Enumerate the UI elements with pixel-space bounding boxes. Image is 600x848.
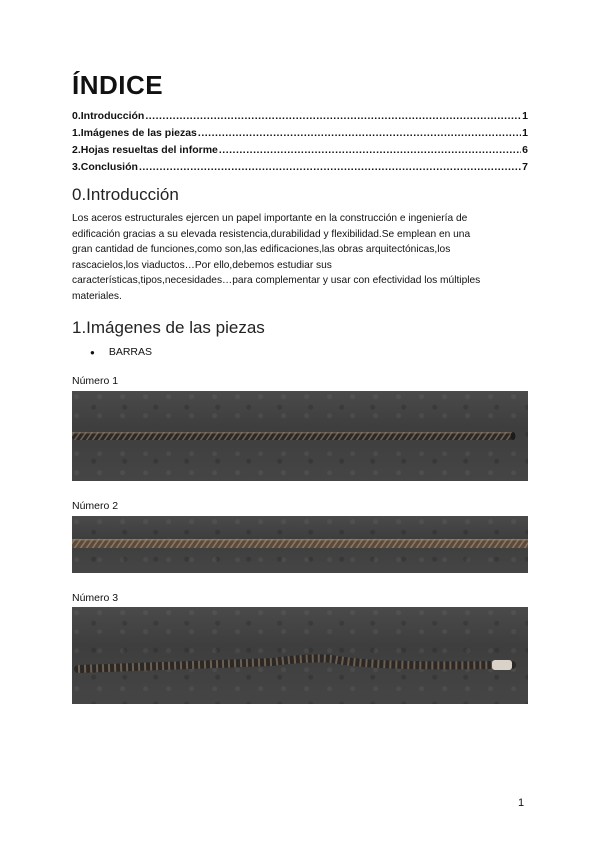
toc-title: ÍNDICE — [72, 70, 164, 100]
toc-entry-page: 1 — [522, 127, 528, 139]
toc-entry-page: 6 — [522, 144, 528, 156]
intro-line: gran cantidad de funciones,como son,las edificaciones,las obras arquitectónicas,los — [72, 244, 451, 255]
bullet-text: BARRAS — [108, 346, 153, 358]
rebar-bent-icon — [72, 607, 528, 704]
toc-leader-dots — [145, 108, 521, 125]
figure-caption: Número 2 — [72, 500, 119, 512]
toc-entry[interactable] — [72, 125, 528, 142]
toc-leader-dots — [219, 142, 521, 159]
toc-entry[interactable] — [72, 159, 528, 176]
rebar-rusty-icon — [72, 516, 528, 573]
toc-entry-label: 1.Imágenes de las piezas — [72, 127, 197, 139]
toc-entry[interactable] — [72, 108, 528, 125]
toc-entry[interactable] — [72, 142, 528, 159]
rebar-straight-icon — [72, 391, 528, 481]
figure-caption: Número 3 — [72, 592, 119, 604]
toc-entry-page: 1 — [522, 110, 528, 122]
rebar-photo-3 — [72, 607, 528, 704]
table-of-contents — [72, 108, 528, 176]
figure-caption: Número 1 — [72, 375, 119, 387]
intro-line: características,tipos,necesidades…para complementar y usar con efectividad los múltiples — [72, 275, 481, 286]
bullet-item — [90, 346, 152, 358]
bullet-dot-icon: ● — [90, 347, 95, 357]
rebar-photo-1 — [72, 391, 528, 481]
toc-entry-page: 7 — [522, 161, 528, 173]
intro-line: rascacielos,los viaductos…Por ello,debemos estudiar sus — [72, 259, 332, 271]
intro-line: materiales. — [72, 290, 122, 302]
toc-entry-label: 2.Hojas resueltas del informe — [72, 144, 218, 156]
toc-leader-dots — [198, 125, 521, 142]
toc-leader-dots — [139, 159, 521, 176]
intro-paragraph — [72, 211, 534, 304]
rebar-photo-2 — [72, 516, 528, 573]
images-heading: 1.Imágenes de las piezas — [72, 318, 265, 337]
toc-entry-label: 0.Introducción — [72, 110, 145, 122]
toc-entry-label: 3.Conclusión — [72, 161, 138, 173]
intro-line: Los aceros estructurales ejercen un papel importante en la construcción e ingeniería de — [72, 213, 468, 224]
intro-line: edificación gracias a su elevada resistencia,durabilidad y flexibilidad.Se emplean en una — [72, 228, 471, 240]
page-number: 1 — [518, 797, 525, 809]
intro-heading: 0.Introducción — [72, 185, 179, 204]
